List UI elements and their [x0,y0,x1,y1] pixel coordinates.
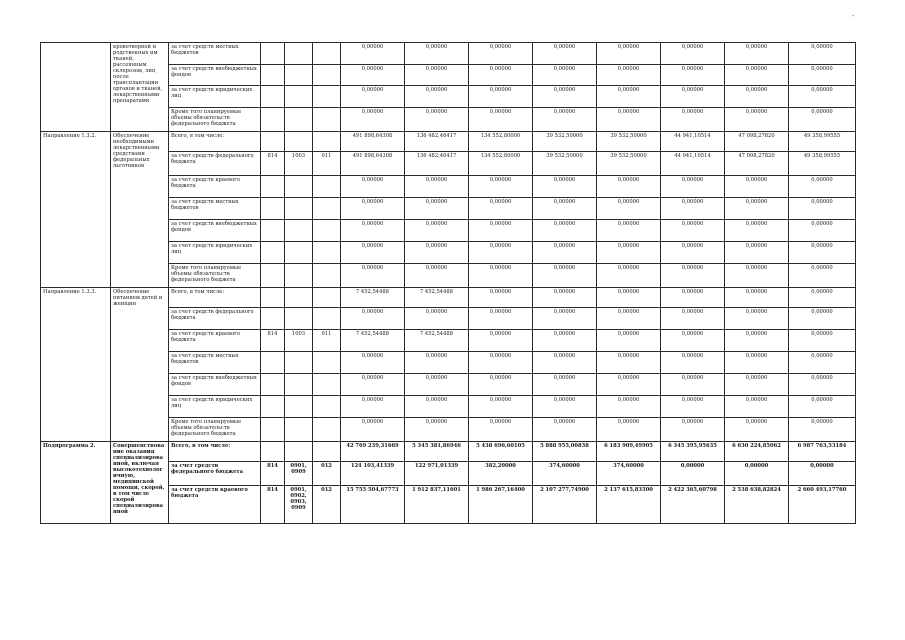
amount-cell: 0,00000 [405,418,469,442]
amount-cell: 0,00000 [725,264,789,288]
table-row [41,442,856,462]
amount-cell: 0,00000 [405,242,469,264]
vr-code-cell [313,132,341,152]
amount-cell: 0,00000 [405,176,469,198]
amount-cell: 0,00000 [597,65,661,86]
amount-cell: 0,00000 [789,65,856,86]
rzpr-code-cell: 0901, 0902, 0903, 0909 [285,486,313,524]
amount-cell: 6 630 224,85062 [725,442,789,462]
vr-code-cell: 011 [313,330,341,352]
amount-cell: 49 358,99555 [789,152,856,176]
amount-cell: 0,00000 [725,462,789,486]
amount-cell: 0,00000 [341,242,405,264]
amount-cell: 0,00000 [469,396,533,418]
amount-cell: 7 452,54488 [341,288,405,308]
amount-cell: 0,00000 [405,65,469,86]
rzpr-code-cell [285,352,313,374]
amount-cell: 39 532,50000 [597,152,661,176]
amount-cell: 0,00000 [725,352,789,374]
vr-code-cell: 011 [313,152,341,176]
amount-cell: 0,00000 [661,396,725,418]
amount-cell: 0,00000 [341,220,405,242]
budget-table [40,42,856,524]
amount-cell: 374,60000 [597,462,661,486]
status-cell [41,43,111,132]
rzpr-code-cell: 1003 [285,152,313,176]
funding-source-cell: Кроме того планируемые объемы обязательств федерального бюджета [169,108,261,132]
amount-cell: 0,00000 [789,288,856,308]
amount-cell: 0,00000 [341,352,405,374]
vr-code-cell [313,308,341,330]
amount-cell: 1 912 837,11601 [405,486,469,524]
vr-code-cell [313,264,341,288]
amount-cell: 2 422 365,60798 [661,486,725,524]
amount-cell: 0,00000 [661,65,725,86]
rzpr-code-cell [285,86,313,108]
amount-cell: 0,00000 [725,86,789,108]
table-row [41,288,856,308]
amount-cell: 0,00000 [533,396,597,418]
amount-cell: 6 345 395,95635 [661,442,725,462]
status-cell: Направление 1.3.2. [41,132,111,288]
table-row [41,132,856,152]
amount-cell: 0,00000 [597,264,661,288]
grbs-code-cell [261,198,285,220]
vr-code-cell [313,242,341,264]
grbs-code-cell [261,308,285,330]
funding-source-cell: Кроме того планируемые объемы обязательств федерального бюджета [169,264,261,288]
amount-cell: 0,00000 [725,288,789,308]
amount-cell: 0,00000 [469,374,533,396]
rzpr-code-cell [285,442,313,462]
amount-cell: 0,00000 [469,288,533,308]
rzpr-code-cell [285,65,313,86]
amount-cell: 0,00000 [597,352,661,374]
amount-cell: 0,00000 [405,220,469,242]
amount-cell: 0,00000 [469,264,533,288]
grbs-code-cell [261,442,285,462]
vr-code-cell [313,288,341,308]
amount-cell: 124 103,41339 [341,462,405,486]
amount-cell: 0,00000 [469,65,533,86]
amount-cell: 39 532,50000 [533,132,597,152]
vr-code-cell [313,396,341,418]
amount-cell: 2 107 277,74900 [533,486,597,524]
amount-cell: 134 552,80000 [469,152,533,176]
grbs-code-cell: 814 [261,152,285,176]
amount-cell: 0,00000 [341,396,405,418]
amount-cell: 0,00000 [405,308,469,330]
amount-cell: 0,00000 [661,198,725,220]
rzpr-code-cell [285,108,313,132]
amount-cell: 0,00000 [661,108,725,132]
funding-source-cell: за счет средств юридических лиц [169,86,261,108]
grbs-code-cell [261,220,285,242]
amount-cell: 47 098,27820 [725,152,789,176]
amount-cell: 0,00000 [789,352,856,374]
grbs-code-cell [261,43,285,65]
amount-cell: 0,00000 [789,330,856,352]
rzpr-code-cell [285,242,313,264]
amount-cell: 44 941,10514 [661,152,725,176]
amount-cell: 0,00000 [597,288,661,308]
program-name-cell: Обеспечение питанием детей и женщин [111,288,169,442]
amount-cell: 5 438 696,60105 [469,442,533,462]
funding-source-cell: за счет средств юридических лиц [169,242,261,264]
amount-cell: 0,00000 [533,198,597,220]
amount-cell: 0,00000 [341,176,405,198]
rzpr-code-cell [285,220,313,242]
amount-cell: 0,00000 [725,65,789,86]
amount-cell: 0,00000 [341,374,405,396]
amount-cell: 0,00000 [533,288,597,308]
amount-cell: 0,00000 [789,308,856,330]
amount-cell: 0,00000 [597,198,661,220]
rzpr-code-cell: 0901, 0909 [285,462,313,486]
amount-cell: 0,00000 [597,220,661,242]
amount-cell: 0,00000 [725,418,789,442]
funding-source-cell: Всего, в том числе: [169,132,261,152]
amount-cell: 0,00000 [405,374,469,396]
amount-cell: 491 898,64308 [341,132,405,152]
amount-cell: 0,00000 [725,242,789,264]
vr-code-cell [313,418,341,442]
amount-cell: 0,00000 [789,198,856,220]
vr-code-cell: 012 [313,486,341,524]
amount-cell: 122 971,01339 [405,462,469,486]
amount-cell: 5 888 955,00838 [533,442,597,462]
amount-cell: 47 098,27820 [725,132,789,152]
program-name-cell: Совершенствование оказания специализированной, включая высокотехнологичную, медицинской помощи, скорой, в том числе скорой специализированной [111,442,169,524]
amount-cell: 0,00000 [469,86,533,108]
funding-source-cell: за счет средств местных бюджетов [169,352,261,374]
amount-cell: 0,00000 [341,43,405,65]
amount-cell: 0,00000 [341,108,405,132]
amount-cell: 0,00000 [597,396,661,418]
funding-source-cell: за счет средств федерального бюджета [169,308,261,330]
vr-code-cell [313,43,341,65]
amount-cell: 0,00000 [533,65,597,86]
grbs-code-cell [261,374,285,396]
amount-cell: 7 452,54488 [405,330,469,352]
amount-cell: 0,00000 [533,176,597,198]
amount-cell: 0,00000 [789,86,856,108]
amount-cell: 0,00000 [533,352,597,374]
rzpr-code-cell [285,308,313,330]
amount-cell: 2 660 493,17760 [789,486,856,524]
vr-code-cell [313,176,341,198]
amount-cell: 0,00000 [789,418,856,442]
amount-cell: 0,00000 [789,176,856,198]
amount-cell: 6 183 909,49905 [597,442,661,462]
amount-cell: 0,00000 [789,374,856,396]
funding-source-cell: за счет средств юридических лиц [169,396,261,418]
program-name-cell: кровотворной и родственных им тканей, рассеянным склерозом, лиц после трансплантации органов и тканей, лекарственными препаратами [111,43,169,132]
amount-cell: 0,00000 [533,43,597,65]
amount-cell: 0,00000 [661,462,725,486]
funding-source-cell: за счет средств федерального бюджета [169,152,261,176]
amount-cell: 0,00000 [789,264,856,288]
amount-cell: 0,00000 [789,108,856,132]
amount-cell: 0,00000 [789,220,856,242]
amount-cell: 0,00000 [469,242,533,264]
amount-cell: 0,00000 [661,242,725,264]
amount-cell: 0,00000 [405,43,469,65]
vr-code-cell [313,442,341,462]
rzpr-code-cell [285,264,313,288]
amount-cell: 0,00000 [725,330,789,352]
funding-source-cell: за счет средств внебюджетных фондов [169,220,261,242]
amount-cell: 0,00000 [533,108,597,132]
amount-cell: 0,00000 [789,242,856,264]
vr-code-cell [313,86,341,108]
amount-cell: 5 345 381,86946 [405,442,469,462]
amount-cell: 0,00000 [341,264,405,288]
amount-cell: 0,00000 [469,220,533,242]
amount-cell: 0,00000 [661,264,725,288]
amount-cell: 0,00000 [661,86,725,108]
amount-cell: 0,00000 [597,308,661,330]
amount-cell: 0,00000 [725,176,789,198]
amount-cell: 39 532,50000 [533,152,597,176]
table-body [41,43,856,524]
amount-cell: 0,00000 [597,374,661,396]
amount-cell: 0,00000 [341,308,405,330]
vr-code-cell [313,108,341,132]
funding-source-cell: за счет средств внебюджетных фондов [169,374,261,396]
amount-cell: 49 358,99555 [789,132,856,152]
amount-cell: 0,00000 [661,330,725,352]
vr-code-cell [313,352,341,374]
grbs-code-cell [261,264,285,288]
grbs-code-cell [261,242,285,264]
rzpr-code-cell [285,418,313,442]
funding-source-cell: за счет средств краевого бюджета [169,486,261,524]
amount-cell: 0,00000 [405,264,469,288]
grbs-code-cell [261,352,285,374]
grbs-code-cell [261,288,285,308]
amount-cell: 0,00000 [597,43,661,65]
page-mark: * [852,14,855,20]
amount-cell: 0,00000 [405,108,469,132]
amount-cell: 136 482,46417 [405,152,469,176]
grbs-code-cell [261,418,285,442]
amount-cell: 0,00000 [341,418,405,442]
funding-source-cell: за счет средств внебюджетных фондов [169,65,261,86]
amount-cell: 0,00000 [597,176,661,198]
amount-cell: 0,00000 [469,43,533,65]
vr-code-cell [313,198,341,220]
amount-cell: 0,00000 [341,86,405,108]
amount-cell: 0,00000 [469,308,533,330]
amount-cell: 0,00000 [469,108,533,132]
amount-cell: 0,00000 [597,330,661,352]
amount-cell: 0,00000 [405,396,469,418]
amount-cell: 0,00000 [661,374,725,396]
status-cell: Направление 1.3.3. [41,288,111,442]
amount-cell: 0,00000 [725,374,789,396]
amount-cell: 39 532,50000 [597,132,661,152]
funding-source-cell: Всего, в том числе: [169,442,261,462]
amount-cell: 382,20000 [469,462,533,486]
funding-source-cell: за счет средств краевого бюджета [169,176,261,198]
amount-cell: 1 986 267,16400 [469,486,533,524]
amount-cell: 44 941,10514 [661,132,725,152]
grbs-code-cell [261,132,285,152]
amount-cell: 0,00000 [725,43,789,65]
rzpr-code-cell [285,396,313,418]
amount-cell: 0,00000 [533,418,597,442]
amount-cell: 134 552,80000 [469,132,533,152]
amount-cell: 0,00000 [789,462,856,486]
rzpr-code-cell [285,132,313,152]
funding-source-cell: за счет средств краевого бюджета [169,330,261,352]
amount-cell: 0,00000 [533,264,597,288]
amount-cell: 0,00000 [405,86,469,108]
amount-cell: 2 538 638,82824 [725,486,789,524]
amount-cell: 0,00000 [405,352,469,374]
amount-cell: 7 452,54488 [341,330,405,352]
amount-cell: 374,60000 [533,462,597,486]
funding-source-cell: Кроме того планируемые объемы обязательств федерального бюджета [169,418,261,442]
grbs-code-cell [261,396,285,418]
vr-code-cell: 012 [313,462,341,486]
amount-cell: 0,00000 [597,418,661,442]
amount-cell: 2 137 615,83500 [597,486,661,524]
amount-cell: 6 987 763,53184 [789,442,856,462]
grbs-code-cell: 814 [261,462,285,486]
amount-cell: 0,00000 [661,352,725,374]
rzpr-code-cell: 1003 [285,330,313,352]
amount-cell: 0,00000 [725,108,789,132]
amount-cell: 0,00000 [661,220,725,242]
rzpr-code-cell [285,198,313,220]
amount-cell: 0,00000 [725,308,789,330]
amount-cell: 7 452,54488 [405,288,469,308]
amount-cell: 0,00000 [661,308,725,330]
amount-cell: 0,00000 [533,308,597,330]
amount-cell: 0,00000 [789,396,856,418]
amount-cell: 0,00000 [661,43,725,65]
amount-cell: 0,00000 [469,176,533,198]
rzpr-code-cell [285,288,313,308]
funding-source-cell: за счет средств местных бюджетов [169,198,261,220]
amount-cell: 491 898,64308 [341,152,405,176]
grbs-code-cell: 814 [261,486,285,524]
amount-cell: 0,00000 [533,220,597,242]
amount-cell: 0,00000 [725,396,789,418]
grbs-code-cell [261,176,285,198]
amount-cell: 0,00000 [533,330,597,352]
amount-cell: 0,00000 [661,418,725,442]
rzpr-code-cell [285,176,313,198]
amount-cell: 0,00000 [661,176,725,198]
amount-cell: 0,00000 [597,242,661,264]
rzpr-code-cell [285,43,313,65]
amount-cell: 15 755 504,67773 [341,486,405,524]
amount-cell: 0,00000 [405,198,469,220]
program-name-cell: Обеспечение необходимыми лекарственными средствами федеральных льготников [111,132,169,288]
amount-cell: 0,00000 [789,43,856,65]
amount-cell: 0,00000 [725,220,789,242]
amount-cell: 0,00000 [469,352,533,374]
amount-cell: 0,00000 [597,108,661,132]
vr-code-cell [313,65,341,86]
amount-cell: 42 769 239,31669 [341,442,405,462]
amount-cell: 0,00000 [725,198,789,220]
amount-cell: 0,00000 [469,330,533,352]
amount-cell: 0,00000 [661,288,725,308]
vr-code-cell [313,220,341,242]
amount-cell: 0,00000 [341,198,405,220]
status-cell: Подпрограмма 2. [41,442,111,524]
table-row [41,43,856,65]
amount-cell: 0,00000 [341,65,405,86]
vr-code-cell [313,374,341,396]
amount-cell: 0,00000 [533,86,597,108]
amount-cell: 0,00000 [469,418,533,442]
grbs-code-cell [261,108,285,132]
amount-cell: 0,00000 [469,198,533,220]
amount-cell: 0,00000 [533,242,597,264]
funding-source-cell: за счет средств федерального бюджета [169,462,261,486]
amount-cell: 0,00000 [533,374,597,396]
rzpr-code-cell [285,374,313,396]
grbs-code-cell: 814 [261,330,285,352]
grbs-code-cell [261,65,285,86]
amount-cell: 136 482,46417 [405,132,469,152]
grbs-code-cell [261,86,285,108]
funding-source-cell: Всего, в том числе: [169,288,261,308]
funding-source-cell: за счет средств местных бюджетов [169,43,261,65]
amount-cell: 0,00000 [597,86,661,108]
